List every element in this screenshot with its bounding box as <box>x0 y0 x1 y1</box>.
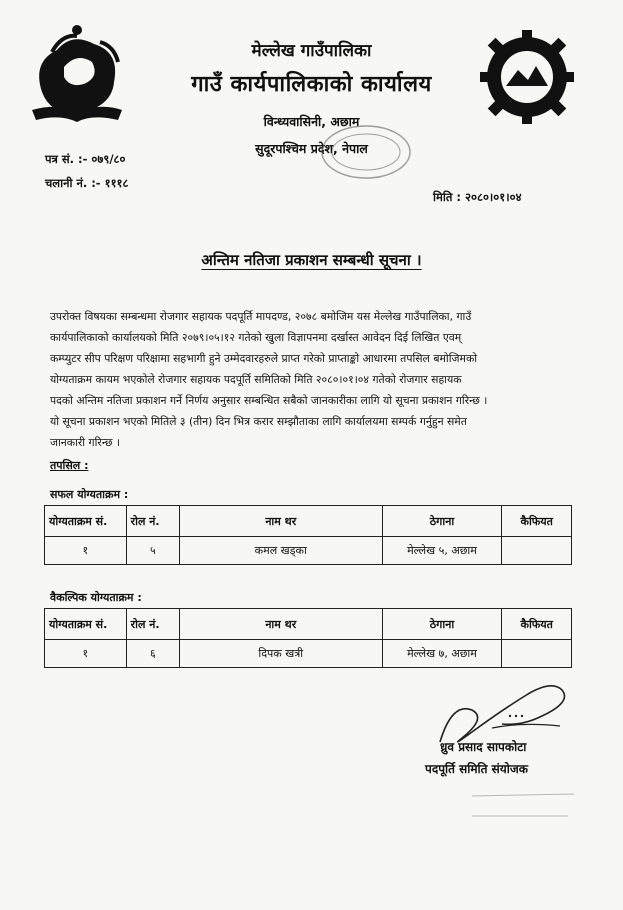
date-value: २०८०।०१।०४ <box>465 190 522 204</box>
address-cell: मेल्लेख ७, अछाम <box>382 640 502 668</box>
column-rank: योग्यताक्रम सं. <box>45 506 127 537</box>
signer-name: ध्रुव प्रसाद सापकोटा <box>440 740 527 754</box>
address-line-1: विन्ध्यवासिनी, अछाम <box>263 114 360 129</box>
notice-body <box>50 306 570 453</box>
date-label: मिति : <box>433 190 461 204</box>
notice-title: अन्तिम नतिजा प्रकाशन सम्बन्धी सूचना । <box>201 251 422 269</box>
letter-number-row <box>45 152 126 167</box>
municipality-name: मेल्लेख गाउँपालिका <box>251 41 372 61</box>
remarks-cell <box>502 640 572 668</box>
alternate-list-heading: वैकल्पिक योग्यताक्रम : <box>50 591 142 604</box>
dispatch-number-label: चलानी नं. :- <box>45 176 101 190</box>
column-remarks: कैफियत <box>502 609 572 640</box>
column-roll: रोल नं. <box>126 609 179 640</box>
signer-title: पदपूर्ति समिति संयोजक <box>425 762 528 776</box>
schedule-label: तपसिल : <box>50 459 89 472</box>
column-address: ठेगाना <box>382 506 502 537</box>
roll-cell: ६ <box>126 640 179 668</box>
column-roll: रोल नं. <box>126 506 179 537</box>
name-cell: कमल खड्का <box>180 537 383 565</box>
alternate-table <box>44 608 572 668</box>
body-line: उपरोक्त विषयका सम्बन्धमा रोजगार सहायक पदपूर्ति मापदण्ड, २०७८ बमोजिम यस मेल्लेख गाउँपालिका, गाउँ <box>50 310 472 323</box>
date-row <box>433 190 522 205</box>
rank-cell: १ <box>45 640 127 668</box>
column-name: नाम थर <box>180 609 383 640</box>
dispatch-number-value: १११८ <box>104 176 129 190</box>
column-rank: योग्यताक्रम सं. <box>45 609 127 640</box>
address-line-2: सुदूरपश्चिम प्रदेश, नेपाल <box>255 141 368 156</box>
column-name: नाम थर <box>180 506 383 537</box>
successful-list-heading: सफल योग्यताक्रम : <box>50 488 129 501</box>
address-cell: मेल्लेख ५, अछाम <box>382 537 502 565</box>
name-stamp-icon <box>468 782 578 822</box>
letter-number-value: ०७९/८० <box>91 152 126 166</box>
column-address: ठेगाना <box>382 609 502 640</box>
letter-number-label: पत्र सं. :- <box>45 152 88 166</box>
body-line: योग्यताक्रम कायम भएकोले रोजगार सहायक पदपूर्ति समितिको मिति २०८०।०१।०४ गतेको रोजगार सहायक <box>50 373 462 386</box>
office-title: गाउँ कार्यपालिकाको कार्यालय <box>191 72 432 97</box>
name-cell: दिपक खत्री <box>180 640 383 668</box>
rank-cell: १ <box>45 537 127 565</box>
body-line: कम्प्युटर सीप परिक्षण परिक्षामा सहभागी हुने उम्मेदवारहरुले प्राप्त गरेको प्राप्ताङ्को आधारमा तपसिल बमोजिमको <box>50 352 478 365</box>
table-row <box>45 537 572 565</box>
office-stamp-icon <box>318 122 414 182</box>
table-header-row <box>45 506 572 537</box>
successful-table <box>44 505 572 565</box>
body-line: जानकारी गरिन्छ । <box>50 436 121 449</box>
table-header-row <box>45 609 572 640</box>
dispatch-number-row <box>45 176 129 191</box>
remarks-cell <box>502 537 572 565</box>
column-remarks: कैफियत <box>502 506 572 537</box>
roll-cell: ५ <box>126 537 179 565</box>
table-row <box>45 640 572 668</box>
body-line: कार्यपालिकाको कार्यालयको मिति २०७९।०५।१२ गतेको खुला विज्ञापनमा दर्खास्त आवेदन दिई लिखित एवम् <box>50 331 462 344</box>
body-line: पदको अन्तिम नतिजा प्रकाशन गर्ने निर्णय अनुसार सम्बन्धित सबैको जानकारीका लागि यो सूचना प्रकाशन गरिन्छ । <box>50 394 488 407</box>
body-line: यो सूचना प्रकाशन भएको मितिले ३ (तीन) दिन भित्र करार सम्झौताका लागि कार्यालयमा सम्पर्क गर्नुहुन समेत <box>50 415 467 428</box>
